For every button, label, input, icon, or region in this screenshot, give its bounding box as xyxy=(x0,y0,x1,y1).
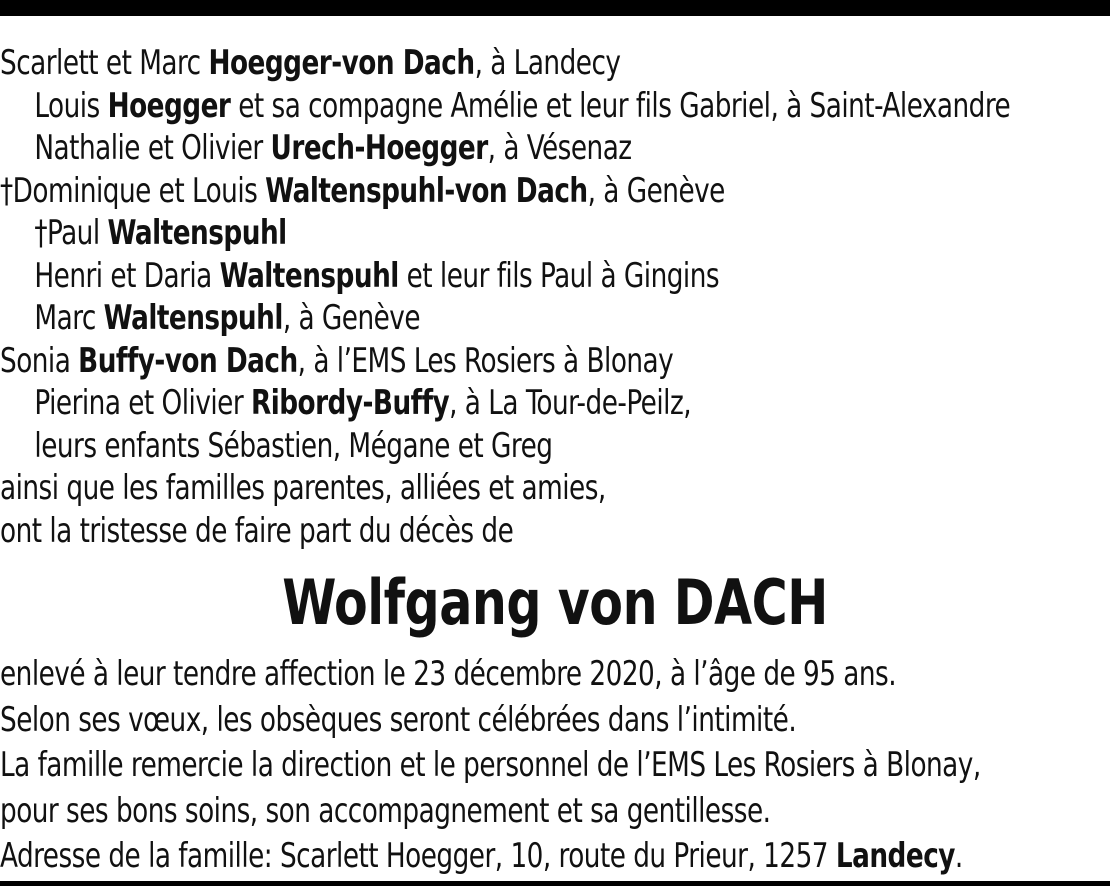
top-border-rule xyxy=(0,0,1110,16)
family-name: Urech-Hoegger xyxy=(270,128,488,168)
line-text: , à Landecy xyxy=(474,43,621,83)
family-line xyxy=(0,170,955,213)
line-text: Nathalie et Olivier xyxy=(34,128,271,168)
family-name: Hoegger xyxy=(107,85,231,126)
closing-line xyxy=(0,789,955,835)
line-text: pour ses bons soins, son accompagnement et sa gentillesse. xyxy=(0,790,771,831)
family-name: Hoegger-von Dach xyxy=(208,43,475,83)
line-text: ainsi que les familles parentes, alliées et amies, xyxy=(0,468,606,508)
line-text: . xyxy=(954,836,963,876)
family-line xyxy=(0,467,955,510)
place-name: Landecy xyxy=(835,836,955,876)
family-name: Buffy-von Dach xyxy=(78,340,298,381)
line-text: enlevé à leur tendre affection le 23 décembre 2020, à l’âge de 95 ans. xyxy=(0,654,897,694)
line-text: Sonia xyxy=(0,340,79,381)
family-name: Waltenspuhl xyxy=(103,298,283,338)
line-text: †Paul xyxy=(34,213,108,253)
family-name: Waltenspuhl-von Dach xyxy=(265,170,588,211)
family-list xyxy=(0,42,1110,552)
family-line xyxy=(0,340,955,383)
closing-line xyxy=(0,698,955,744)
line-text: et leur fils Paul à Gingins xyxy=(398,255,720,296)
line-text: Selon ses vœux, les obsèques seront célébrées dans l’intimité. xyxy=(0,699,797,740)
line-text: , à Genève xyxy=(282,298,421,338)
family-name: Waltenspuhl xyxy=(107,213,287,253)
bottom-border-rule xyxy=(0,881,1110,886)
line-text: , à La Tour-de-Peilz, xyxy=(449,383,692,423)
family-line xyxy=(0,297,955,340)
line-text: Scarlett et Marc xyxy=(0,43,209,83)
closing-line xyxy=(0,834,963,880)
family-line xyxy=(0,425,955,468)
deceased-heading xyxy=(0,568,1110,638)
family-line xyxy=(0,510,955,553)
closing-line xyxy=(0,743,981,789)
family-line xyxy=(0,85,1011,128)
line-text: leurs enfants Sébastien, Mégane et Greg xyxy=(34,425,553,466)
line-text: , à Vésenaz xyxy=(487,128,632,168)
deceased-name: Wolfgang von DACH xyxy=(282,566,828,639)
family-line xyxy=(0,255,955,298)
line-text: et sa compagne Amélie et leur fils Gabriel, à Saint-Alexandre xyxy=(230,85,1011,126)
line-text: ont la tristesse de faire part du décès de xyxy=(0,510,514,551)
line-text: La famille remercie la direction et le personnel de l’EMS Les Rosiers à Blonay, xyxy=(0,745,981,785)
family-line xyxy=(0,382,955,425)
line-text: , à Genève xyxy=(587,170,725,211)
line-text: , à l’EMS Les Rosiers à Blonay xyxy=(297,340,674,381)
closing-line xyxy=(0,652,955,698)
family-name: Waltenspuhl xyxy=(219,255,399,296)
family-line xyxy=(0,42,955,85)
family-name: Ribordy-Buffy xyxy=(250,383,450,423)
family-line xyxy=(0,127,955,170)
line-text: Marc xyxy=(34,298,104,338)
line-text: Pierina et Olivier xyxy=(34,383,251,423)
line-text: Henri et Daria xyxy=(34,255,220,296)
closing-text xyxy=(0,652,1110,880)
line-text: †Dominique et Louis xyxy=(0,170,266,211)
family-line xyxy=(0,212,955,255)
line-text: Louis xyxy=(34,85,108,126)
line-text: Adresse de la famille: Scarlett Hoegger, 10, route du Prieur, 1257 xyxy=(0,836,836,876)
